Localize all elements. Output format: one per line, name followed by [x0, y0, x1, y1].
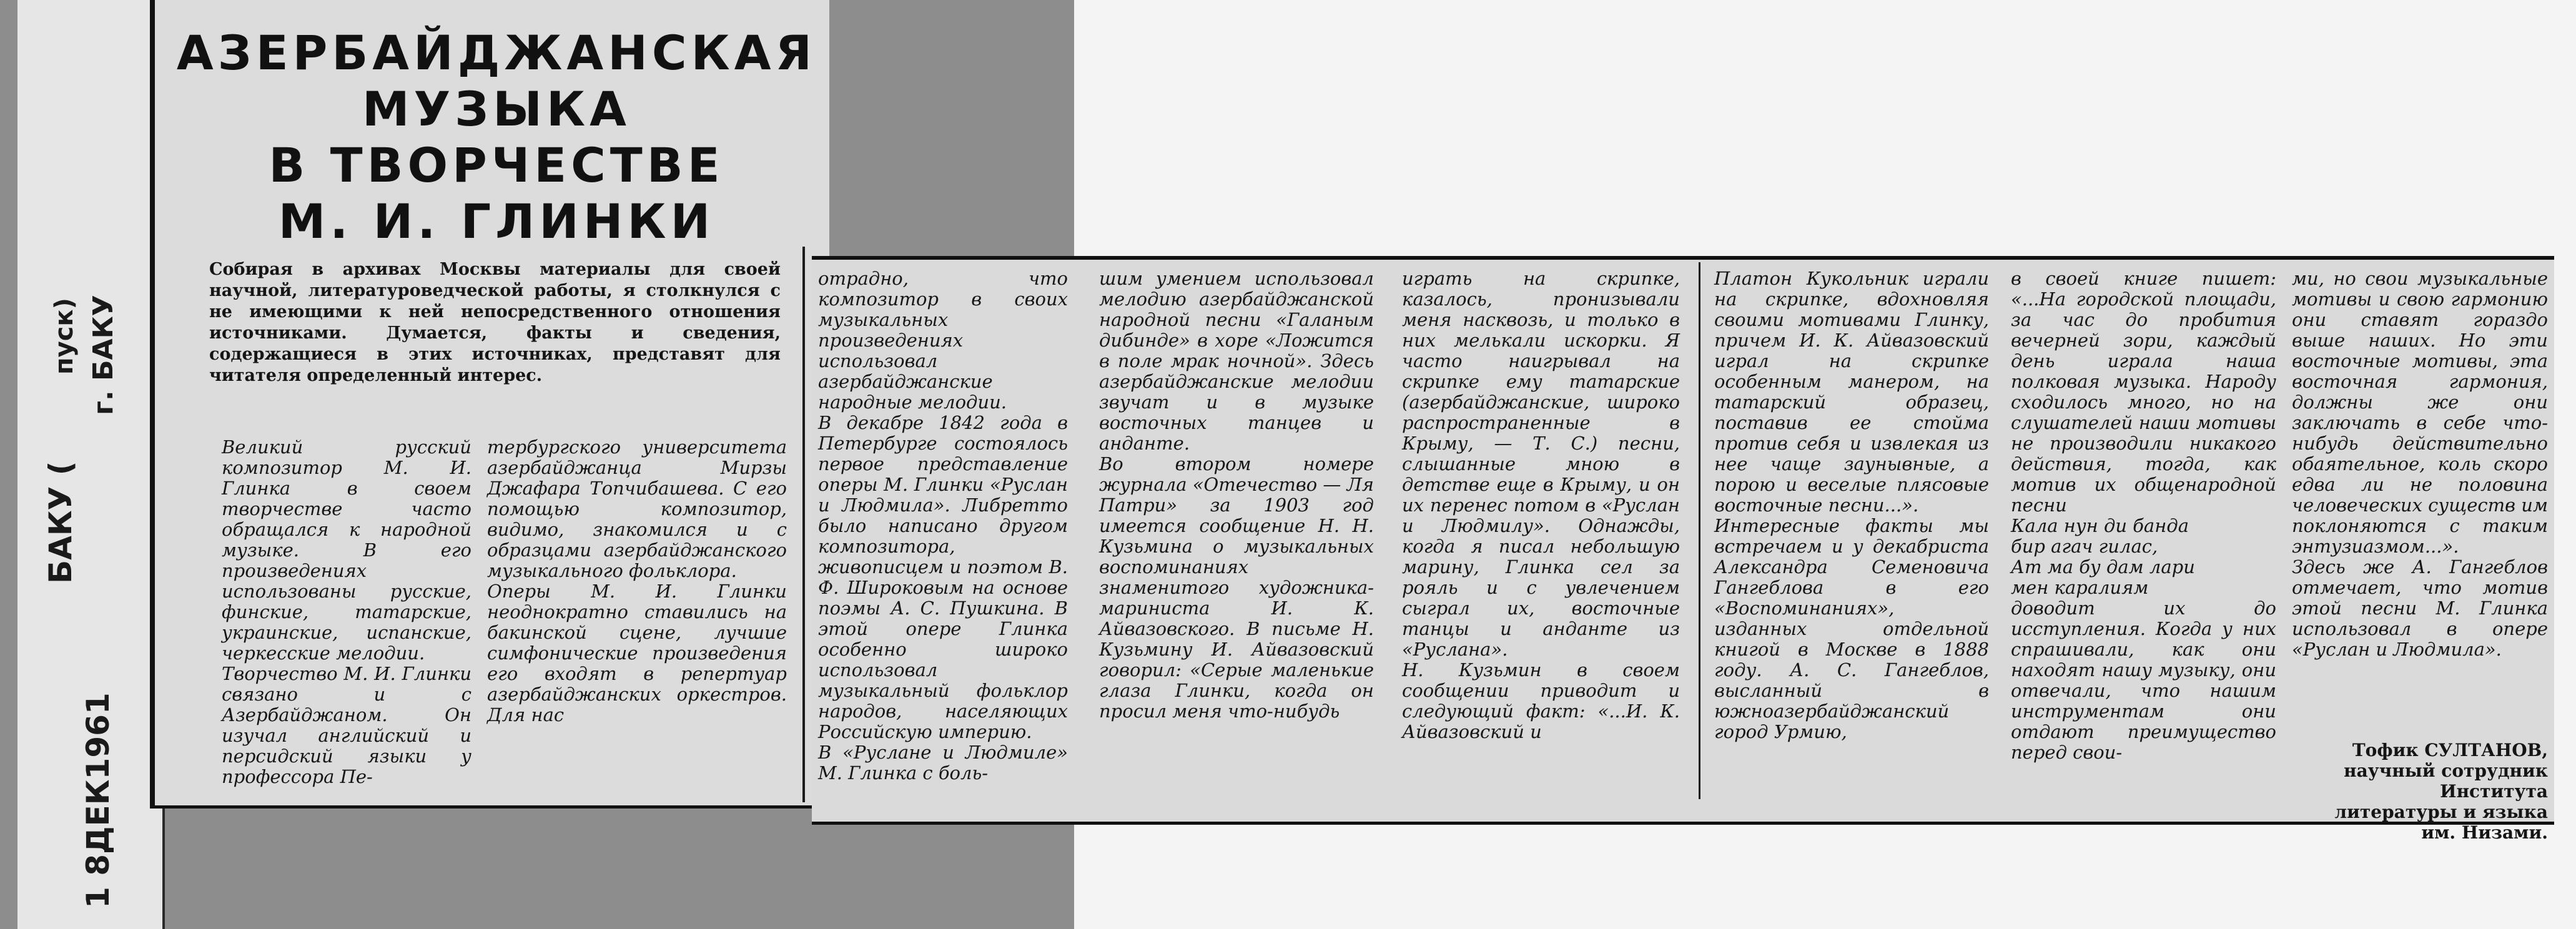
city-stamp: г. БАКУ: [87, 295, 119, 415]
author-signature: [2323, 740, 2548, 843]
article-column-5: играть на скрипке, казалось, пронизывали меня насквозь, и только в них мелькали искорки. Я часто наигрывал на скрипке ему татарские (азербайджанские, широко распространенные в Крыму, — Т. С.) песни, слышанные мною в детстве еще в Крыму, и он их перенес потом в «Руслан и Людмилу». Однажды, когда я писал небольшую марину, Глинка сел за рояль и с увлечением сыграл их, восточные танцы и анданте из «Руслана». Н. Кузьмин в своем сообщении приводит и следующий факт: «...И. К. Айвазовский и: [1402, 268, 1680, 742]
issue-stamp: пуск): [50, 298, 79, 375]
article-column-4: шим умением использовал мелодию азербайджанской народной песни «Галаным дибинде» в хоре «Ложится в поле мрак ночной». Здесь азербайджанские мелодии звучат и в музыке восточных танцев и андантe. Во втором номере журнала «Отечество — Ля Патри» за 1903 год имеется сообщение Н. Н. Кузьмина о музыкальных воспоминаниях знаменитого художника-мариниста И. К. Айвазовского. В письме Н. Кузьмину И. Айвазовский говорил: «Серые маленькие глаза Глинки, когда он просил меня что-нибудь: [1099, 268, 1374, 722]
article-intro: Собирая в архивах Москвы материалы для своей научной, литературоведческой работы, я столкнулся с не имеющими к ней непосредственного отношения источниками. Думается, факты и сведения, содержащиеся в этих источниках, представят для читателя определенный интерес.: [209, 260, 781, 385]
article-column-7: в своей книге пишет: «...На городской площади, за час до пробития вечерней зори, каждый день играла наша полковая музыка. Народу сходилось много, но на слушателей наши мотивы не производили никакого действия, тогда, как мотив их общенародной песни Кала нун ди банда бир агач гилас, Ат ма бу дам лари мен каралиям доводит их до исступления. Когда у них спрашивали, как они находят нашу музыку, они отвечали, что нашим инструментам они отдают преимущество перед свои-: [2011, 268, 2276, 763]
headline-line: МУЗЫКА: [362, 81, 631, 137]
article-headline: [169, 25, 824, 250]
archive-card: [17, 0, 165, 929]
headline-line: В ТВОРЧЕСТВЕ: [269, 137, 724, 193]
headline-line: АЗЕРБАЙДЖАНСКАЯ: [176, 25, 817, 81]
column-rule: [802, 247, 805, 802]
article-column-6: Платон Кукольник играли на скрипке, вдохновляя своими мотивами Глинку, причем И. К. Айвазовский играл на скрипке особенным манером, на татарский образец, поставив ее стойма против себя и извлекая из нее чаще заунывные, а порою и веселые плясовые восточные песни...». Интересные факты мы встречаем и у декабриста Александра Семеновича Гангеблова в его «Воспоминаниях», изданных отдельной книгой в Москве в 1888 году. А. С. Гангеблов, высланный в южноазербайджанский город Урмию,: [1714, 268, 1989, 742]
article-column-8: ми, но свои музыкальные мотивы и свою гармонию они ставят гораздо выше наших. Но эти восточные мотивы, эта восточная гармония, должны же они заключать в себе что-нибудь действительно обаятельное, коль скоро едва ли не половина человеческих существ им поклоняются с таким энтузиазмом...». Здесь же А. Гангеблов отмечает, что мотив этой песни М. Глинка использовал в опере «Руслан и Людмила».: [2292, 268, 2548, 660]
article-column-2: тербургского университета азербайджанца Мирзы Джафара Топчибашева. С его помощью композитор, видимо, знакомился и с образцами азербайджанского музыкального фольклора. Оперы М. И. Глинки неоднократно ставились на бакинской сцене, лучшие симфонические произведения его входят в репертуар азербайджанских оркестров. Для нас: [487, 436, 787, 725]
publication-stamp: БАКУ (: [42, 461, 79, 584]
author-name: Тофик СУЛТАНОВ,: [2352, 740, 2548, 760]
author-position: научный сотрудник Института литературы и языка им. Низами.: [2334, 760, 2548, 843]
article-column-1: Великий русский композитор М. И. Глинка в своем творчестве часто обращался к народной музыке. В его произведениях использованы русские, финские, татарские, украинские, испанские, черкесские мелодии. Творчество М. И. Глинки связано и с Азербайджаном. Он изучал английский и персидский языки у профессора Пе-: [222, 436, 471, 787]
column-rule: [1699, 262, 1700, 799]
article-column-3: отрадно, что композитор в своих музыкальных произведениях использовал азербайджанские народные мелодии. В декабре 1842 года в Петербурге состоялось первое представление оперы М. Глинки «Руслан и Людмила». Либретто было написано другом композитора, живописцем и поэтом В. Ф. Широковым на основе поэмы А. С. Пушкина. В этой опере Глинка особенно широко использовал музыкальный фольклор народов, населяющих Российскую империю. В «Руслане и Людмиле» М. Глинка с боль-: [818, 268, 1068, 784]
date-stamp: 1 8ДЕК1961: [80, 692, 116, 908]
headline-line: М. И. ГЛИНКИ: [278, 194, 715, 249]
